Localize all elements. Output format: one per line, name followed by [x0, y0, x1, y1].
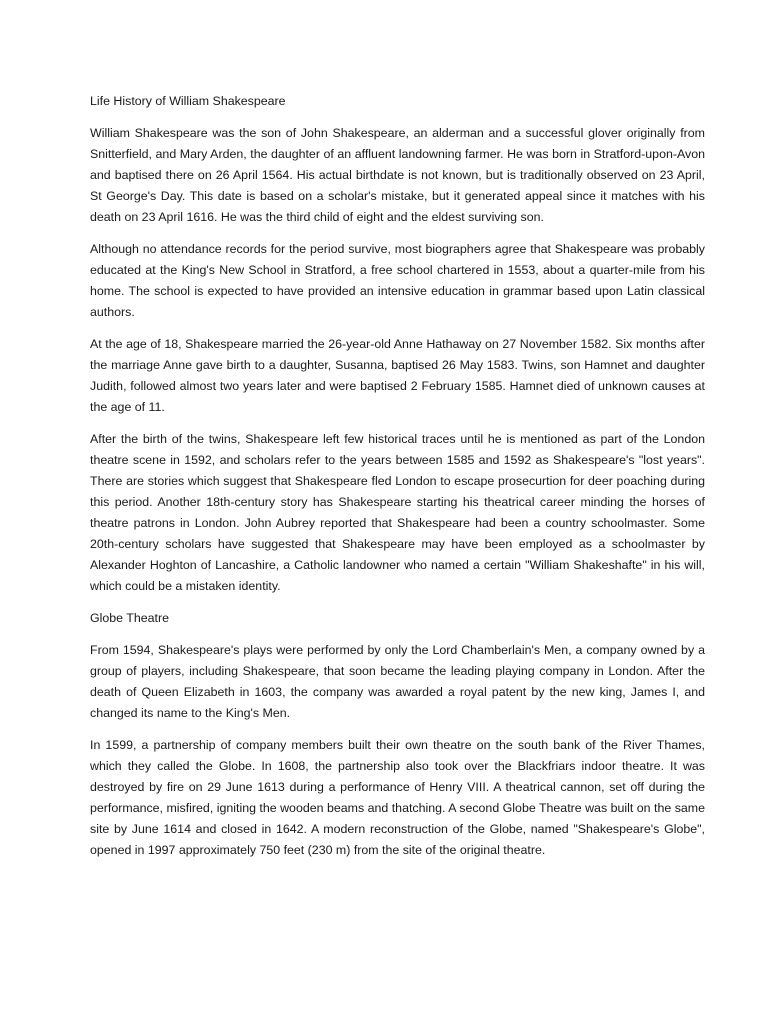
- document-page: [90, 91, 705, 872]
- paragraph-lord-chamberlains-men: From 1594, Shakespeare's plays were performed by only the Lord Chamberlain's Men, a company owned by a group of players, including Shakespeare, that soon became the leading playing company in London. After the death of Queen Elizabeth in 1603, the company was awarded a royal patent by the new king, James I, and changed its name to the King's Men.: [90, 643, 705, 720]
- paragraph-globe-history: In 1599, a partnership of company members built their own theatre on the south bank of the River Thames, which they called the Globe. In 1608, the partnership also took over the Blackfriars indoor theatre. It was destroyed by fire on 29 June 1613 during a performance of Henry VIII. A theatrical cannon, set off during the performance, misfired, igniting the wooden beams and thatching. A second Globe Theatre was built on the same site by June 1614 and closed in 1642. A modern reconstruction of the Globe, named "Shakespeare's Globe", opened in 1997 approximately 750 feet (230 m) from the site of the original theatre.: [90, 738, 705, 857]
- paragraph-education: Although no attendance records for the period survive, most biographers agree that Shakespeare was probably educated at the King's New School in Stratford, a free school chartered in 1553, about a quarter-mile from his home. The school is expected to have provided an intensive education in grammar based upon Latin classical authors.: [90, 242, 705, 319]
- paragraph-marriage: At the age of 18, Shakespeare married the 26-year-old Anne Hathaway on 27 November 1582. Six months after the marriage Anne gave birth to a daughter, Susanna, baptised 26 May 1583. Twins, son Hamnet and daughter Judith, followed almost two years later and were baptised 2 February 1585. Hamnet died of unknown causes at the age of 11.: [90, 337, 705, 414]
- section-heading-globe-theatre: Globe Theatre: [90, 611, 169, 625]
- paragraph-birth: William Shakespeare was the son of John Shakespeare, an alderman and a successful glover originally from Snitterfield, and Mary Arden, the daughter of an affluent landowning farmer. He was born in Stratford-upon-Avon and baptised there on 26 April 1564. His actual birthdate is not known, but is traditionally observed on 23 April, St George's Day. This date is based on a scholar's mistake, but it generated appeal since it matches with his death on 23 April 1616. He was the third child of eight and the eldest surviving son.: [90, 126, 705, 224]
- document-title: Life History of William Shakespeare: [90, 94, 286, 108]
- paragraph-lost-years: After the birth of the twins, Shakespeare left few historical traces until he is mentioned as part of the London theatre scene in 1592, and scholars refer to the years between 1585 and 1592 as Shakespeare's "lost years". There are stories which suggest that Shakespeare fled London to escape prosecurtion for deer poaching during this period. Another 18th-century story has Shakespeare starting his theatrical career minding the horses of theatre patrons in London. John Aubrey reported that Shakespeare had been a country schoolmaster. Some 20th-century scholars have suggested that Shakespeare may have been employed as a schoolmaster by Alexander Hoghton of Lancashire, a Catholic landowner who named a certain "William Shakeshafte" in his will, which could be a mistaken identity.: [90, 432, 705, 593]
